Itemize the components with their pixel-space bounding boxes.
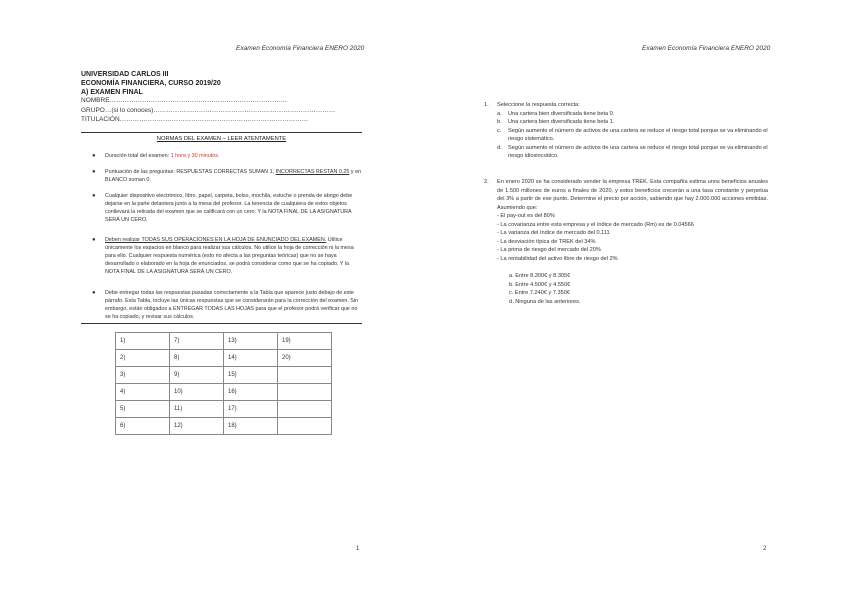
divider xyxy=(81,323,362,324)
answer-cell[interactable]: 9) xyxy=(170,367,224,384)
answer-cell[interactable] xyxy=(278,418,332,435)
page-header: Examen Economía Financiera ENERO 2020 xyxy=(236,45,365,52)
fact-line: - La desviación típica de TREK del 34% xyxy=(497,238,596,245)
degree-field[interactable]: TITULACIÓN…………………………………………………………………………… xyxy=(81,116,309,123)
answer-option[interactable]: c. Entre 7.240€ y 7.350€ xyxy=(509,290,570,296)
option-c[interactable]: c. Según aumento el número de activos de una cartera se reduce el riesgo total porque se va eliminando el riesgo sistemático. xyxy=(497,127,768,142)
bullet-icon: ● xyxy=(92,237,96,243)
title-line: A) EXAMEN FINAL xyxy=(81,89,143,96)
student-fields xyxy=(81,96,335,125)
group-field[interactable]: GRUPO…(si lo conoces)………………………………………………………………………… xyxy=(81,106,336,114)
question-number: 2. xyxy=(484,179,489,185)
name-field[interactable]: NOMBRE………………………………………………………………………. xyxy=(81,97,287,104)
answer-cell[interactable]: 16) xyxy=(224,384,278,401)
title-line: ECONOMÍA FINANCIERA, CURSO 2019/20 xyxy=(81,80,221,87)
answer-option[interactable]: b. Entre 4.500€ y 4.550€ xyxy=(509,281,571,288)
duration-value: 1 hora y 30 minutos. xyxy=(170,153,220,159)
answer-cell[interactable]: 15) xyxy=(224,367,278,384)
question-stem: Seleccione la respuesta correcta: xyxy=(497,102,580,108)
divider xyxy=(81,132,362,133)
answer-cell[interactable]: 19) xyxy=(278,333,332,350)
answer-cell[interactable] xyxy=(278,384,332,401)
answer-cell[interactable]: 12) xyxy=(170,418,224,435)
answer-cell[interactable]: 4) xyxy=(116,384,170,401)
bullet-icon: ● xyxy=(92,290,96,296)
page-header: Examen Economía Financiera ENERO 2020 xyxy=(642,45,771,52)
bullet-icon: ● xyxy=(92,153,96,159)
answer-cell[interactable]: 11) xyxy=(170,401,224,418)
fact-line: - La prima de riesgo del mercado del 20% xyxy=(497,247,601,253)
answer-cell[interactable]: 13) xyxy=(224,333,278,350)
answer-cell[interactable]: 10) xyxy=(170,384,224,401)
answer-table xyxy=(115,332,332,435)
option-a[interactable]: a. Una cartera bien diversificada tiene beta 0. xyxy=(497,110,615,117)
question-stem: En enero 2020 se ha considerado vender la empresa TREK. Esta compañía estima unos beneficios anuales de 1.500 millones de euros a finales de 2020, y estos beneficios crecerán a una tasa constante y perpetua del 3% a partir de ese punto. Determine el precio por acción, sabiendo que hay 2.000.000 acciones emitidas. Asumiendo que: xyxy=(497,179,768,211)
fact-line: - La covarianza entre esta empresa y el índice de mercado (Rm) es de 0.04566 xyxy=(497,221,694,228)
answer-cell[interactable]: 14) xyxy=(224,350,278,367)
answer-cell[interactable] xyxy=(278,367,332,384)
question-number: 1. xyxy=(484,102,489,108)
answer-cell[interactable]: 2) xyxy=(116,350,170,367)
page-number: 1 xyxy=(356,546,360,552)
bullet-icon: ● xyxy=(92,169,96,175)
answer-cell[interactable]: 18) xyxy=(224,418,278,435)
answer-cell[interactable]: 20) xyxy=(278,350,332,367)
option-b[interactable]: b. Una cartera bien diversificada tiene beta 1. xyxy=(497,119,615,125)
fact-line: - El pay-out es del 80% xyxy=(497,213,555,219)
answer-cell[interactable]: 7) xyxy=(170,333,224,350)
rules-heading: NORMAS DEL EXAMEN – LEER ATENTAMENTE xyxy=(156,136,287,142)
answer-cell[interactable]: 3) xyxy=(116,367,170,384)
answer-cell[interactable] xyxy=(278,401,332,418)
answer-cell[interactable]: 5) xyxy=(116,401,170,418)
answer-cell[interactable]: 6) xyxy=(116,418,170,435)
fact-line: - La varianza del índice de mercado del 0.111 xyxy=(497,230,610,236)
title-line: UNIVERSIDAD CARLOS III xyxy=(81,71,169,78)
exam-title xyxy=(81,70,221,97)
bullet-icon: ● xyxy=(92,193,96,199)
page-number: 2 xyxy=(763,546,767,552)
answer-cell[interactable]: 8) xyxy=(170,350,224,367)
option-d[interactable]: d. Según aumento el número de activos de una cartera se reduce el riesgo total porque se va eliminando el riesgo idiosincrático. xyxy=(497,144,768,159)
answer-option[interactable]: d. Ninguna de las anteriores. xyxy=(509,298,581,305)
answer-option[interactable]: a. Entre 8.300€ y 8.305€ xyxy=(509,273,571,279)
page-1: Examen Economía Financiera ENERO 2020 UNIVERSIDAD CARLOS III ECONOMÍA FINANCIERA, CURSO 2019/20 A) EXAMEN FINAL NOMBRE………………………………………………………………………. GRUPO…(si lo conoces)………………………………………………………………………… TITULACIÓN…………………………………………………………………………… NORMAS DEL EXAMEN – LEER ATENTAMENTE ● Duración total del examen: 1 hora y 30 minutos. ● Puntuación de las preguntas: RESPUESTAS CORRECTAS SUMAN 1, INCORRECTAS RESTAN 0.25 y en BLANCO suman 0. ● Cualquier dispositivo electrónico, libro, papel, carpeta, bolso, mochila, estuche o prenda de abrigo debe dejarse en la parte delantera junto a la mesa del profesor. La tenencia de cualquiera de estos objetos conllevará la retirada del examen que se calificará con un cero. Y la NOTA FINAL DE LA ASIGNATURA SERÁ UN CERO. ● Deben realizar TODAS SUS OPERACIONES EN LA HOJA DE ENUNCIADO DEL EXAMEN. Utilice únicamente los espacios en blanco para realizar sus cálculos. No utilice la hoja de corrección ni la mesa para ello. Cualquier respuesta numérica (esto no afecta a las preguntas teóricas) que no se haya desarrollado o elaborado en la hoja de enunciados, se podrá considerar como que se ha copiado. Y la NOTA FINAL DE LA ASIGNATURA SERÁ UN CERO. ● Debe entregar todas las respuestas pasadas correctamente a la Tabla que aparece justo debajo de este párrafo. Esta Tabla, incluye las únicas respuestas que se considerarán para la corrección del examen. Sin embargo, están obligados a ENTREGAR TODAS LAS HOJAS para que el profesor podrá verificar que no se ha copiado, y revisar sus cálculos. 1) 7) 13) 19) 2) 8) 14) 20) 3) 9) 15) 4) 10) 16) 5) 11) 17) 6) 12) 18) 1 xyxy=(81,45,365,552)
answer-cell[interactable]: 1) xyxy=(116,333,170,350)
answer-cell[interactable]: 17) xyxy=(224,401,278,418)
fact-line: - La rentabilidad del activo libre de riesgo del 2% xyxy=(497,255,618,262)
